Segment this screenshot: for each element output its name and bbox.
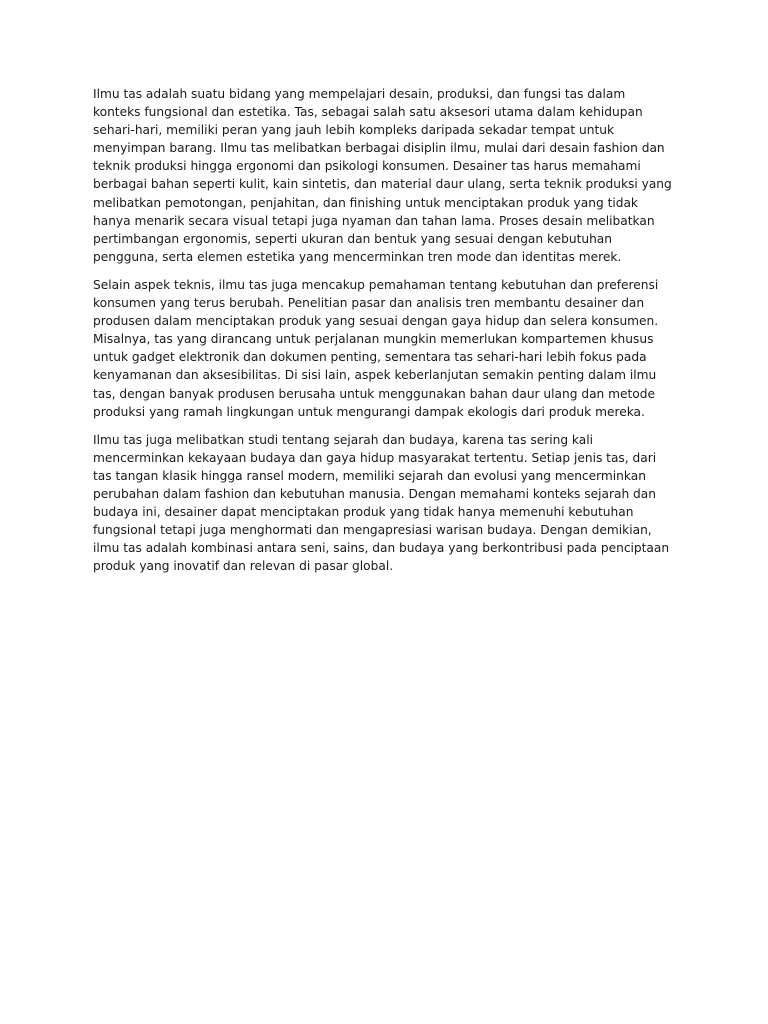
paragraph-2: Selain aspek teknis, ilmu tas juga mencakup pemahaman tentang kebutuhan dan preferensi konsumen yang terus berubah. Penelitian pasar dan analisis tren membantu desainer dan produsen dalam menciptakan produk yang sesuai dengan gaya hidup dan selera konsumen. Misalnya, tas yang dirancang untuk perjalanan mungkin memerlukan kompartemen khusus untuk gadget elektronik dan dokumen penting, sementara tas sehari-hari lebih fokus pada kenyamanan dan aksesibilitas. Di sisi lain, aspek keberlanjutan semakin penting dalam ilmu tas, dengan banyak produsen berusaha untuk menggunakan bahan daur ulang dan metode produksi yang ramah lingkungan untuk mengurangi dampak ekologis dari produk mereka. xyxy=(93,277,659,419)
paragraph-3: Ilmu tas juga melibatkan studi tentang sejarah dan budaya, karena tas sering kali mencerminkan kekayaan budaya dan gaya hidup masyarakat tertentu. Setiap jenis tas, dari tas tangan klasik hingga ransel modern, memiliki sejarah dan evolusi yang mencerminkan perubahan dalam fashion dan kebutuhan manusia. Dengan memahami konteks sejarah dan budaya ini, desainer dapat menciptakan produk yang tidak hanya memenuhi kebutuhan fungsional tetapi juga menghormati dan mengapresiasi warisan budaya. Dengan demikian, ilmu tas adalah kombinasi antara seni, sains, dan budaya yang berkontribusi pada penciptaan produk yang inovatif dan relevan di pasar global. xyxy=(93,432,670,574)
paragraph-1: Ilmu tas adalah suatu bidang yang mempelajari desain, produksi, dan fungsi tas dalam konteks fungsional dan estetika. Tas, sebagai salah satu aksesori utama dalam kehidupan sehari-hari, memiliki peran yang jauh lebih kompleks daripada sekadar tempat untuk menyimpan barang. Ilmu tas melibatkan berbagai disiplin ilmu, mulai dari desain fashion dan teknik produksi hingga ergonomi dan psikologi konsumen. Desainer tas harus memahami berbagai bahan seperti kulit, kain sintetis, dan material daur ulang, serta teknik produksi yang melibatkan pemotongan, penjahitan, dan finishing untuk menciptakan produk yang tidak hanya menarik secara visual tetapi juga nyaman dan tahan lama. Proses desain melibatkan pertimbangan ergonomis, seperti ukuran dan bentuk yang sesuai dengan kebutuhan pengguna, serta elemen estetika yang mencerminkan tren mode dan identitas merek. xyxy=(93,87,672,264)
document-body xyxy=(93,85,675,585)
